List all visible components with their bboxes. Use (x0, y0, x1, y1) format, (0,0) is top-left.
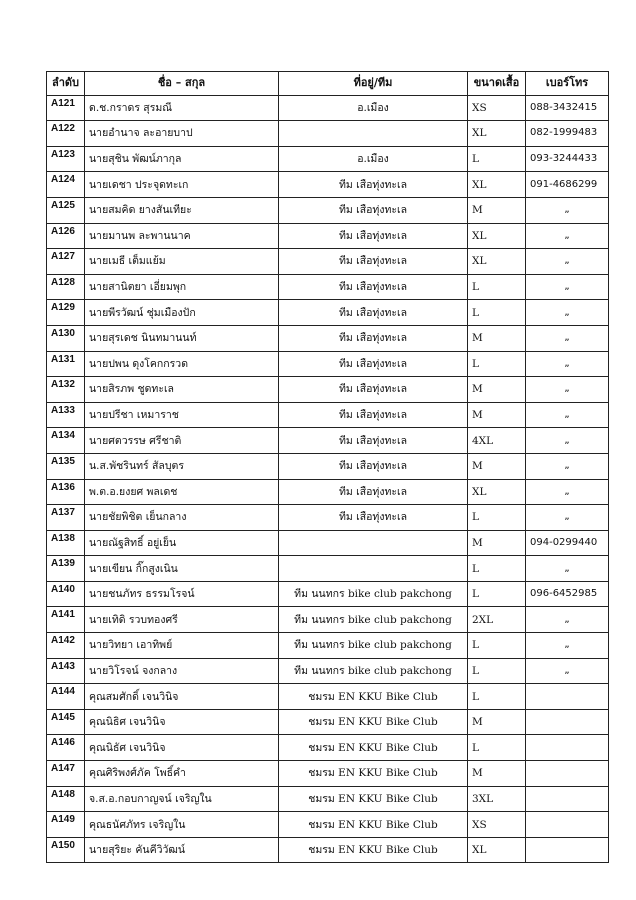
row-phone (526, 684, 609, 710)
row-name: นายชนภัทร ธรรมโรจน์ (85, 581, 279, 607)
row-number: A149 (47, 812, 85, 838)
table-row (47, 786, 609, 812)
row-size: XL (468, 121, 526, 147)
row-team: ชมรม EN KKU Bike Club (279, 684, 468, 710)
row-name: น.ส.พัชรินทร์ สัลบุตร (85, 453, 279, 479)
table-row (47, 684, 609, 710)
row-phone (526, 735, 609, 761)
row-number: A122 (47, 121, 85, 147)
row-number: A145 (47, 709, 85, 735)
row-name: นายเดชา ประจุดทะเก (85, 172, 279, 198)
table-row (47, 197, 609, 223)
row-name: คุณนิธิศ เจนวินิจ (85, 709, 279, 735)
row-name: นายสิรภพ ชูดทะเล (85, 377, 279, 403)
row-number: A135 (47, 453, 85, 479)
table-row (47, 812, 609, 838)
row-phone: „ (526, 402, 609, 428)
row-team: ชมรม EN KKU Bike Club (279, 735, 468, 761)
row-name: นายมานพ ละพานนาค (85, 223, 279, 249)
row-number: A121 (47, 95, 85, 121)
table-row (47, 505, 609, 531)
row-team: ทีม เสือทุ่งทะเล (279, 172, 468, 198)
table-row (47, 351, 609, 377)
row-name: นายเทิดิ รวบทองศรี (85, 607, 279, 633)
row-phone: „ (526, 274, 609, 300)
table-row (47, 581, 609, 607)
header-no: ลำดับ (47, 72, 85, 96)
row-name: นายปพน ดุงโคกกรวด (85, 351, 279, 377)
row-name: นายเขียน กิ๊กสูงเนิน (85, 556, 279, 582)
row-number: A144 (47, 684, 85, 710)
header-phone: เบอร์โทร (526, 72, 609, 96)
row-number: A137 (47, 505, 85, 531)
row-phone: „ (526, 607, 609, 633)
row-team: ทีม เสือทุ่งทะเล (279, 325, 468, 351)
row-phone: „ (526, 658, 609, 684)
row-team: ทีม เสือทุ่งทะเล (279, 428, 468, 454)
row-name: คุณธนัศภัทร เจริญใน (85, 812, 279, 838)
row-size: M (468, 761, 526, 787)
row-team (279, 121, 468, 147)
row-team: ชมรม EN KKU Bike Club (279, 837, 468, 863)
row-phone: „ (526, 300, 609, 326)
row-phone: „ (526, 428, 609, 454)
table-row (47, 837, 609, 863)
row-size: XL (468, 249, 526, 275)
row-size: M (468, 530, 526, 556)
row-phone (526, 812, 609, 838)
row-team: ชมรม EN KKU Bike Club (279, 812, 468, 838)
row-number: A134 (47, 428, 85, 454)
row-size: XL (468, 223, 526, 249)
row-team: ทีม นนทกร bike club pakchong (279, 633, 468, 659)
row-number: A146 (47, 735, 85, 761)
row-name: นายศตวรรษ ศรีชาติ (85, 428, 279, 454)
row-number: A143 (47, 658, 85, 684)
table-row (47, 325, 609, 351)
header-team: ที่อยู่/ทีม (279, 72, 468, 96)
row-size: XS (468, 95, 526, 121)
row-size: L (468, 505, 526, 531)
table-row (47, 249, 609, 275)
row-size: M (468, 402, 526, 428)
row-name: นายสุชิน พัฒน์ภากุล (85, 146, 279, 172)
table-row (47, 172, 609, 198)
row-size: 4XL (468, 428, 526, 454)
row-team: ทีม เสือทุ่งทะเล (279, 223, 468, 249)
row-number: A136 (47, 479, 85, 505)
row-phone: „ (526, 505, 609, 531)
table-body (47, 95, 609, 863)
row-size: L (468, 581, 526, 607)
row-name: นายพีรวัฒน์ ชุ่มเมืองปัก (85, 300, 279, 326)
row-size: M (468, 197, 526, 223)
table-row (47, 709, 609, 735)
table-row (47, 300, 609, 326)
row-phone: „ (526, 325, 609, 351)
row-size: XL (468, 837, 526, 863)
row-size: L (468, 146, 526, 172)
row-size: L (468, 351, 526, 377)
row-number: A147 (47, 761, 85, 787)
row-phone: 082-1999483 (526, 121, 609, 147)
row-team: ทีม นนทกร bike club pakchong (279, 658, 468, 684)
table-row (47, 453, 609, 479)
table-row (47, 633, 609, 659)
row-number: A138 (47, 530, 85, 556)
table-row (47, 735, 609, 761)
row-team (279, 556, 468, 582)
table-row (47, 121, 609, 147)
table-header-row (47, 72, 609, 96)
row-team: ทีม เสือทุ่งทะเล (279, 274, 468, 300)
row-size: 3XL (468, 786, 526, 812)
row-name: นายณัฐสิทธิ์ อยู่เย็น (85, 530, 279, 556)
row-name: นายอำนาจ ละอายบาป (85, 121, 279, 147)
row-phone: „ (526, 479, 609, 505)
row-name: พ.ต.อ.ยงยศ พลเดช (85, 479, 279, 505)
table-row (47, 428, 609, 454)
row-name: นายชัยพิชิต เย็นกลาง (85, 505, 279, 531)
row-size: L (468, 556, 526, 582)
row-phone: „ (526, 633, 609, 659)
row-team: ชมรม EN KKU Bike Club (279, 709, 468, 735)
table-row (47, 223, 609, 249)
row-team: อ.เมือง (279, 95, 468, 121)
row-size: XL (468, 479, 526, 505)
row-name: นายสมคิด ยางสันเทียะ (85, 197, 279, 223)
row-size: M (468, 709, 526, 735)
row-number: A123 (47, 146, 85, 172)
row-team: ทีม นนทกร bike club pakchong (279, 581, 468, 607)
header-name: ชื่อ – สกุล (85, 72, 279, 96)
row-size: L (468, 300, 526, 326)
row-size: XS (468, 812, 526, 838)
row-phone: 096-6452985 (526, 581, 609, 607)
row-number: A140 (47, 581, 85, 607)
row-phone (526, 761, 609, 787)
row-size: M (468, 325, 526, 351)
table-row (47, 402, 609, 428)
row-name: คุณศิริพงศ์ภัค โพธิ์คำ (85, 761, 279, 787)
row-team: ทีม เสือทุ่งทะเล (279, 453, 468, 479)
table-row (47, 530, 609, 556)
row-name: คุณสมศักดิ์ เจนวินิจ (85, 684, 279, 710)
row-number: A128 (47, 274, 85, 300)
row-name: นายสานิตยา เอี่ยมพุก (85, 274, 279, 300)
row-phone: „ (526, 556, 609, 582)
table-row (47, 556, 609, 582)
row-size: XL (468, 172, 526, 198)
row-number: A141 (47, 607, 85, 633)
row-size: M (468, 453, 526, 479)
row-number: A129 (47, 300, 85, 326)
row-number: A126 (47, 223, 85, 249)
row-name: นายเมธี เต็มแย้ม (85, 249, 279, 275)
row-phone: „ (526, 453, 609, 479)
row-size: L (468, 274, 526, 300)
table-row (47, 658, 609, 684)
row-number: A133 (47, 402, 85, 428)
row-number: A142 (47, 633, 85, 659)
row-team: ทีม เสือทุ่งทะเล (279, 249, 468, 275)
row-number: A130 (47, 325, 85, 351)
row-size: L (468, 684, 526, 710)
table-row (47, 146, 609, 172)
row-name: จ.ส.อ.กอบกาญจน์ เจริญใน (85, 786, 279, 812)
row-team: ทีม นนทกร bike club pakchong (279, 607, 468, 633)
row-number: A125 (47, 197, 85, 223)
row-team: ชมรม EN KKU Bike Club (279, 761, 468, 787)
row-size: M (468, 377, 526, 403)
header-size: ขนาดเสื้อ (468, 72, 526, 96)
row-phone: „ (526, 377, 609, 403)
row-number: A139 (47, 556, 85, 582)
row-phone (526, 709, 609, 735)
row-phone: 093-3244433 (526, 146, 609, 172)
row-name: นายสุริยะ คันคีวิวัฒน์ (85, 837, 279, 863)
row-team: ทีม เสือทุ่งทะเล (279, 402, 468, 428)
row-team: ทีม เสือทุ่งทะเล (279, 351, 468, 377)
row-name: นายวิโรจน์ จงกลาง (85, 658, 279, 684)
row-number: A124 (47, 172, 85, 198)
row-number: A127 (47, 249, 85, 275)
row-number: A148 (47, 786, 85, 812)
row-team: ทีม เสือทุ่งทะเล (279, 479, 468, 505)
row-team: ทีม เสือทุ่งทะเล (279, 300, 468, 326)
row-name: นายสุรเดช นินทมานนท์ (85, 325, 279, 351)
table-row (47, 479, 609, 505)
row-team (279, 530, 468, 556)
row-size: L (468, 658, 526, 684)
registration-table (46, 71, 609, 863)
row-name: ด.ช.กราดร สุรมณี (85, 95, 279, 121)
table-row (47, 607, 609, 633)
row-phone: „ (526, 197, 609, 223)
table-row (47, 761, 609, 787)
row-phone (526, 837, 609, 863)
row-number: A131 (47, 351, 85, 377)
row-name: คุณนิธัศ เจนวินิจ (85, 735, 279, 761)
row-size: L (468, 735, 526, 761)
row-phone: 088-3432415 (526, 95, 609, 121)
row-name: นายวิทยา เอาทิพย์ (85, 633, 279, 659)
row-phone: „ (526, 351, 609, 377)
row-size: 2XL (468, 607, 526, 633)
row-phone: 091-4686299 (526, 172, 609, 198)
row-team: อ.เมือง (279, 146, 468, 172)
row-phone (526, 786, 609, 812)
row-team: ทีม เสือทุ่งทะเล (279, 377, 468, 403)
row-number: A132 (47, 377, 85, 403)
table-row (47, 274, 609, 300)
row-team: ทีม เสือทุ่งทะเล (279, 197, 468, 223)
row-team: ชมรม EN KKU Bike Club (279, 786, 468, 812)
row-name: นายปรีชา เหมาราช (85, 402, 279, 428)
row-team: ทีม เสือทุ่งทะเล (279, 505, 468, 531)
row-size: L (468, 633, 526, 659)
row-phone: 094-0299440 (526, 530, 609, 556)
table-row (47, 95, 609, 121)
row-number: A150 (47, 837, 85, 863)
row-phone: „ (526, 249, 609, 275)
table-row (47, 377, 609, 403)
row-phone: „ (526, 223, 609, 249)
